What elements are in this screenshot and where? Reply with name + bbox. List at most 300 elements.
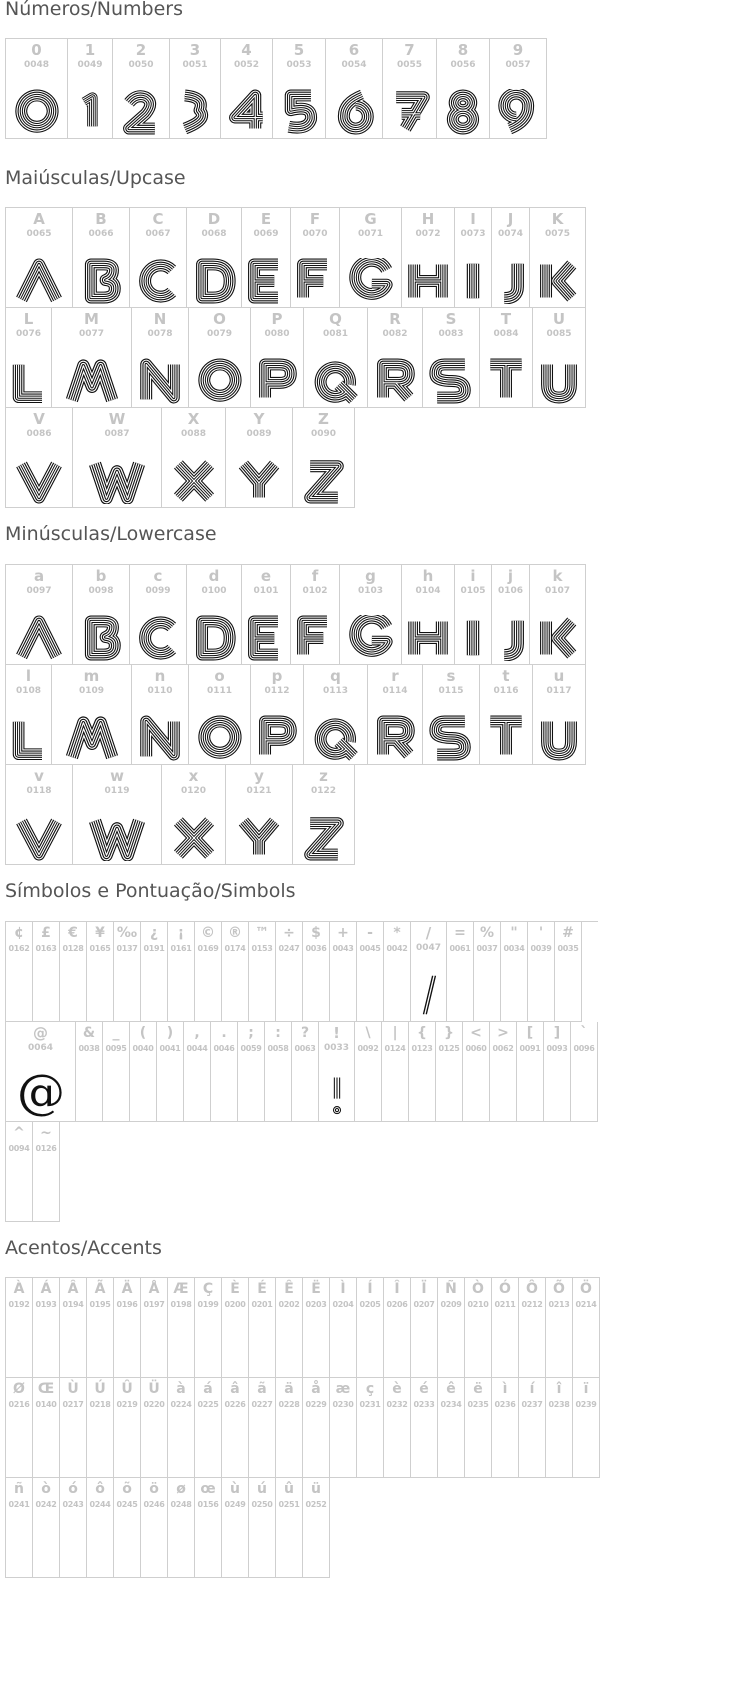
glyph-code-label: 0041 (159, 1044, 181, 1053)
glyph-char-label: ñ (14, 1481, 24, 1497)
glyph-preview (6, 358, 51, 404)
glyph-char-label: Ï (421, 1281, 427, 1297)
glyph-code-label: 0047 (415, 943, 442, 953)
glyph-preview (423, 358, 479, 404)
glyph-preview-svg (483, 358, 529, 404)
glyph-cell (242, 565, 291, 665)
glyph-cell (276, 922, 303, 1022)
section-title-numbers: Números/Numbers (5, 0, 183, 20)
section-title-accents: Acentos/Accents (5, 1237, 162, 1259)
glyph-preview (492, 258, 529, 304)
glyph-preview (530, 615, 585, 661)
glyph-preview-svg (372, 358, 418, 404)
glyph-preview-svg (292, 258, 338, 304)
glyph-preview (187, 615, 241, 661)
glyph-code-label: 0096 (573, 1044, 595, 1053)
glyph-char-label: N (153, 310, 167, 328)
glyph-cell (6, 39, 68, 139)
glyph-char-label: D (207, 210, 221, 228)
glyph-cell (249, 922, 276, 1022)
glyph-cell (141, 1378, 168, 1478)
glyph-char-label: & (82, 1025, 96, 1041)
glyph-char-label: K (551, 210, 564, 228)
glyph-char-label: Õ (553, 1281, 565, 1297)
glyph-code-label: 0162 (8, 944, 30, 953)
glyph-cell (87, 1378, 114, 1478)
section-title-lowercase: Minúsculas/Lowercase (5, 523, 217, 545)
glyph-cell (517, 1022, 544, 1122)
glyph-code-label: 0229 (305, 1400, 327, 1409)
glyph-char-label: ú (257, 1481, 267, 1497)
glyph-char-label: X (187, 410, 200, 428)
glyph-char-label: L (23, 310, 34, 328)
glyph-char-label: t (502, 667, 510, 685)
glyph-cell (382, 1022, 409, 1122)
glyph-cell (519, 1278, 546, 1378)
glyph-code-label: 0213 (548, 1300, 570, 1309)
glyph-cell (114, 1278, 141, 1378)
glyph-cell (490, 1022, 517, 1122)
glyph-preview (73, 458, 161, 504)
glyph-code-label: 0033 (323, 1043, 350, 1053)
glyph-cell (319, 1022, 355, 1122)
glyph-char-label: ? (300, 1025, 310, 1041)
glyph-cell (76, 1022, 103, 1122)
glyph-cell (326, 39, 383, 139)
glyph-code-label: 0233 (413, 1400, 435, 1409)
glyph-code-label: 0054 (341, 60, 367, 70)
glyph-char-label: $ (311, 925, 321, 941)
glyph-row (5, 38, 547, 139)
glyph-preview-svg (418, 972, 440, 1018)
glyph-preview (6, 815, 72, 861)
glyph-row (5, 921, 598, 1022)
glyph-preview (68, 89, 112, 135)
glyph-preview (480, 358, 532, 404)
glyph-code-label: 0199 (197, 1300, 219, 1309)
glyph-cell (330, 922, 357, 1022)
glyph-cell (501, 922, 528, 1022)
glyph-code-label: 0228 (278, 1400, 300, 1409)
glyph-cell (249, 1378, 276, 1478)
glyph-char-label: ) (166, 1025, 174, 1041)
glyph-char-label: = (454, 925, 466, 941)
glyph-code-label: 0119 (104, 786, 130, 796)
glyph-preview-svg (440, 89, 486, 135)
glyph-char-label: É (257, 1281, 267, 1297)
glyph-cell (6, 922, 33, 1022)
glyph-cell (492, 1378, 519, 1478)
glyph-cell (187, 565, 242, 665)
glyph-code-label: 0241 (8, 1500, 30, 1509)
glyph-cell (330, 1378, 357, 1478)
glyph-preview-svg (191, 615, 237, 661)
glyph-char-label: Î (394, 1281, 400, 1297)
glyph-char-label: à (176, 1381, 186, 1397)
glyph-preview-svg (254, 715, 300, 761)
glyph-preview-svg (535, 615, 581, 661)
glyph-char-label: Ö (580, 1281, 592, 1297)
glyph-preview (383, 89, 436, 135)
glyph-code-label: 0156 (197, 1500, 219, 1509)
glyph-cell (103, 1022, 130, 1122)
glyph-cell (242, 208, 291, 308)
glyph-row (5, 1277, 600, 1378)
glyph-code-label: 0073 (460, 229, 486, 239)
glyph-cell (226, 408, 293, 508)
glyph-code-label: 0043 (332, 944, 354, 953)
glyph-char-label: ~ (40, 1125, 52, 1141)
glyph-preview-svg (197, 715, 243, 761)
glyph-cell (340, 565, 402, 665)
glyph-preview-svg (348, 258, 394, 304)
glyph-cell (303, 1478, 330, 1578)
glyph-cell (303, 1278, 330, 1378)
glyph-cell (437, 39, 490, 139)
glyph-code-label: 0126 (35, 1144, 57, 1153)
glyph-code-label: 0125 (438, 1044, 460, 1053)
glyph-cell (189, 308, 251, 408)
glyph-cell (423, 665, 480, 765)
glyph-cell (170, 39, 221, 139)
glyph-preview-svg (6, 715, 51, 761)
glyph-char-label: ê (446, 1381, 456, 1397)
glyph-cell (492, 208, 530, 308)
glyph-code-label: 0078 (147, 329, 173, 339)
glyph-char-label: ¥ (95, 925, 105, 941)
glyph-char-label: 9 (512, 41, 524, 59)
glyph-cell (60, 1478, 87, 1578)
glyph-cell (384, 1378, 411, 1478)
glyph-char-label: U (552, 310, 566, 328)
glyph-char-label: € (68, 925, 78, 941)
glyph-char-label: Ó (499, 1281, 511, 1297)
glyph-cell (132, 665, 189, 765)
glyph-preview-svg (535, 258, 581, 304)
glyph-preview-svg (87, 815, 147, 861)
glyph-char-label: - (367, 925, 373, 941)
glyph-code-label: 0243 (62, 1500, 84, 1509)
glyph-cell (226, 765, 293, 865)
glyph-cell (187, 208, 242, 308)
glyph-cell (114, 922, 141, 1022)
glyph-code-label: 0210 (467, 1300, 489, 1309)
glyph-code-label: 0214 (575, 1300, 597, 1309)
glyph-preview (130, 615, 186, 661)
glyph-cell (6, 1022, 76, 1122)
glyph-cell (519, 1378, 546, 1478)
glyph-cell (438, 1378, 465, 1478)
glyph-cell (6, 665, 52, 765)
glyph-preview-svg (536, 715, 582, 761)
glyph-code-label: 0068 (201, 229, 227, 239)
glyph-code-label: 0250 (251, 1500, 273, 1509)
glyph-cell (533, 308, 586, 408)
glyph-cell (490, 39, 547, 139)
glyph-cell (222, 922, 249, 1022)
glyph-preview (251, 715, 303, 761)
glyph-preview-svg (428, 358, 474, 404)
glyph-cell (73, 408, 162, 508)
glyph-preview (221, 89, 272, 135)
glyph-char-label: g (365, 567, 376, 585)
glyph-cell (6, 765, 73, 865)
glyph-cell (303, 1378, 330, 1478)
glyph-code-label: 0112 (264, 686, 290, 696)
glyph-preview (293, 458, 354, 504)
glyph-code-label: 0091 (519, 1044, 541, 1053)
glyph-cell (411, 1378, 438, 1478)
glyph-char-label: 1 (84, 41, 96, 59)
glyph-cell (222, 1378, 249, 1478)
glyph-char-label: ó (68, 1481, 78, 1497)
glyph-preview-svg (137, 715, 183, 761)
glyph-char-label: ] (553, 1025, 561, 1041)
glyph-char-label: ü (311, 1481, 321, 1497)
glyph-preview (226, 458, 292, 504)
glyph-char-label: _ (112, 1025, 120, 1041)
glyph-char-label: Z (318, 410, 329, 428)
glyph-char-label: M (84, 310, 99, 328)
glyph-preview-svg (405, 615, 451, 661)
glyph-char-label: ô (95, 1481, 105, 1497)
glyph-char-label: Ú (94, 1381, 106, 1397)
glyph-code-label: 0056 (450, 60, 476, 70)
glyph-preview (189, 358, 250, 404)
glyph-char-label: ¡ (177, 925, 185, 941)
glyph-preview (492, 615, 529, 661)
glyph-code-label: 0161 (170, 944, 192, 953)
glyph-char-label: . (221, 1025, 227, 1041)
glyph-code-label: 0075 (544, 229, 571, 239)
glyph-preview-svg (137, 358, 183, 404)
glyph-cell (6, 1278, 33, 1378)
glyph-char-label: J (507, 210, 514, 228)
glyph-code-label: 0046 (213, 1044, 235, 1053)
glyph-preview-svg (191, 258, 237, 304)
glyph-code-label: 0216 (8, 1400, 30, 1409)
glyph-code-label: 0099 (145, 586, 171, 596)
glyph-code-label: 0124 (384, 1044, 406, 1053)
glyph-code-label: 0059 (240, 1044, 262, 1053)
glyph-char-label: õ (122, 1481, 132, 1497)
glyph-code-label: 0050 (128, 60, 154, 70)
glyph-char-label: ! (333, 1024, 340, 1042)
glyph-code-label: 0197 (143, 1300, 165, 1309)
glyph-preview-svg (372, 715, 418, 761)
glyph-char-label: ä (284, 1381, 294, 1397)
glyph-code-label: 0070 (302, 229, 328, 239)
glyph-cell (474, 922, 501, 1022)
glyph-char-label: Í (367, 1281, 373, 1297)
glyph-code-label: 0093 (546, 1044, 568, 1053)
glyph-code-label: 0236 (494, 1400, 516, 1409)
glyph-char-label: ' (538, 925, 544, 941)
glyph-preview (52, 715, 131, 761)
glyph-char-label: w (110, 767, 124, 785)
glyph-code-label: 0203 (305, 1300, 327, 1309)
glyph-code-label: 0090 (310, 429, 337, 439)
glyph-code-label: 0117 (546, 686, 572, 696)
glyph-cell (265, 1022, 292, 1122)
glyph-char-label: " (510, 925, 518, 941)
glyph-char-label: u (553, 667, 565, 685)
glyph-cell (384, 922, 411, 1022)
glyph-code-label: 0089 (246, 429, 272, 439)
glyph-code-label: 0038 (78, 1044, 100, 1053)
glyph-char-label: a (33, 567, 45, 585)
glyph-preview-svg (135, 258, 181, 304)
glyph-code-label: 0035 (557, 944, 579, 953)
glyph-char-label: i (470, 567, 476, 585)
glyph-code-label: 0069 (253, 229, 279, 239)
glyph-cell (195, 1278, 222, 1378)
glyph-cell (222, 1478, 249, 1578)
glyph-char-label: ö (149, 1481, 159, 1497)
glyph-row (5, 308, 586, 408)
glyph-preview-svg (243, 258, 289, 304)
glyph-char-label: Œ (37, 1381, 55, 1397)
glyph-preview (6, 258, 72, 304)
glyph-char-label: È (230, 1281, 240, 1297)
glyph-cell (304, 665, 368, 765)
glyph-preview (304, 715, 367, 761)
glyph-char-label: I (470, 210, 476, 228)
glyph-char-label: Ã (94, 1281, 106, 1297)
glyph-char-label: ò (41, 1481, 51, 1497)
glyph-char-label: Ñ (445, 1281, 457, 1297)
glyph-code-label: 0206 (386, 1300, 408, 1309)
glyph-preview-svg (16, 458, 62, 504)
glyph-char-label: V (33, 410, 45, 428)
glyph-code-label: 0104 (415, 586, 441, 596)
glyph-cell (383, 39, 437, 139)
glyph-char-label: è (392, 1381, 402, 1397)
glyph-row (5, 665, 586, 765)
glyph-preview (411, 972, 446, 1018)
glyph-code-label: 0103 (357, 586, 384, 596)
glyph-cell (238, 1022, 265, 1122)
glyph-char-label: W (108, 410, 126, 428)
glyph-cell (480, 665, 533, 765)
glyph-code-label: 0165 (89, 944, 111, 953)
glyph-char-label: y (254, 767, 264, 785)
glyph-code-label: 0231 (359, 1400, 381, 1409)
glyph-cell (195, 1378, 222, 1478)
glyph-char-label: ; (248, 1025, 254, 1041)
glyph-cell (33, 1478, 60, 1578)
glyph-preview (6, 615, 72, 661)
glyph-cell (33, 922, 60, 1022)
glyph-char-label: ™ (255, 925, 269, 941)
glyph-code-label: 0249 (224, 1500, 246, 1509)
glyph-cell (402, 565, 455, 665)
glyph-cell (52, 665, 132, 765)
glyph-code-label: 0204 (332, 1300, 354, 1309)
glyph-code-label: 0194 (62, 1300, 84, 1309)
glyph-preview (130, 258, 186, 304)
glyph-preview-svg (197, 358, 243, 404)
glyph-code-label: 0248 (170, 1500, 192, 1509)
glyph-preview-svg (70, 89, 110, 135)
glyph-code-label: 0226 (224, 1400, 246, 1409)
glyph-grid-numbers (5, 38, 547, 139)
glyph-cell (528, 922, 555, 1022)
glyph-code-label: 0063 (294, 1044, 316, 1053)
glyph-preview-svg (15, 1066, 67, 1118)
glyph-cell (168, 1478, 195, 1578)
glyph-code-label: 0097 (26, 586, 52, 596)
glyph-code-label: 0224 (170, 1400, 192, 1409)
glyph-char-label: < (470, 1025, 482, 1041)
glyph-code-label: 0191 (143, 944, 165, 953)
glyph-preview-svg (292, 615, 338, 661)
glyph-cell (357, 1378, 384, 1478)
glyph-cell (573, 1378, 600, 1478)
glyph-code-label: 0082 (382, 329, 408, 339)
glyph-char-label: G (364, 210, 377, 228)
glyph-row (5, 1378, 600, 1478)
glyph-grid-accents (5, 1277, 600, 1578)
glyph-code-label: 0235 (467, 1400, 489, 1409)
glyph-preview-svg (496, 258, 526, 304)
glyph-preview (242, 615, 290, 661)
glyph-preview (402, 615, 454, 661)
glyph-cell (52, 308, 132, 408)
glyph-cell (409, 1022, 436, 1122)
glyph-code-label: 0201 (251, 1300, 273, 1309)
section-title-upcase: Maiúsculas/Upcase (5, 167, 186, 189)
glyph-preview-svg (172, 89, 218, 135)
glyph-char-label: x (188, 767, 199, 785)
glyph-code-label: 0239 (575, 1400, 597, 1409)
glyph-code-label: 0113 (322, 686, 349, 696)
glyph-cell (222, 1278, 249, 1378)
glyph-cell (87, 1478, 114, 1578)
glyph-code-label: 0217 (62, 1400, 84, 1409)
glyph-preview (533, 715, 585, 761)
glyph-code-label: 0193 (35, 1300, 57, 1309)
glyph-code-label: 0163 (35, 944, 57, 953)
glyph-preview-svg (16, 615, 62, 661)
glyph-cell (168, 922, 195, 1022)
glyph-code-label: 0211 (494, 1300, 516, 1309)
glyph-code-label: 0195 (89, 1300, 111, 1309)
glyph-code-label: 0105 (460, 586, 486, 596)
glyph-char-label: r (391, 667, 399, 685)
glyph-char-label: / (425, 924, 432, 942)
glyph-code-label: 0100 (201, 586, 227, 596)
glyph-preview (132, 715, 188, 761)
glyph-cell (249, 1478, 276, 1578)
glyph-cell (221, 39, 273, 139)
section-title-symbols: Símbolos e Pontuação/Simbols (5, 880, 296, 902)
glyph-code-label: 0123 (411, 1044, 433, 1053)
glyph-preview (340, 258, 401, 304)
glyph-preview (423, 715, 479, 761)
glyph-cell (340, 208, 402, 308)
glyph-preview-svg (87, 458, 147, 504)
glyph-code-label: 0085 (546, 329, 572, 339)
glyph-cell (423, 308, 480, 408)
glyph-cell (141, 922, 168, 1022)
glyph-row (5, 765, 586, 865)
glyph-char-label: Ô (526, 1281, 538, 1297)
glyph-preview-svg (224, 89, 270, 135)
glyph-preview (242, 258, 290, 304)
glyph-preview (6, 458, 72, 504)
glyph-code-label: 0042 (386, 944, 408, 953)
